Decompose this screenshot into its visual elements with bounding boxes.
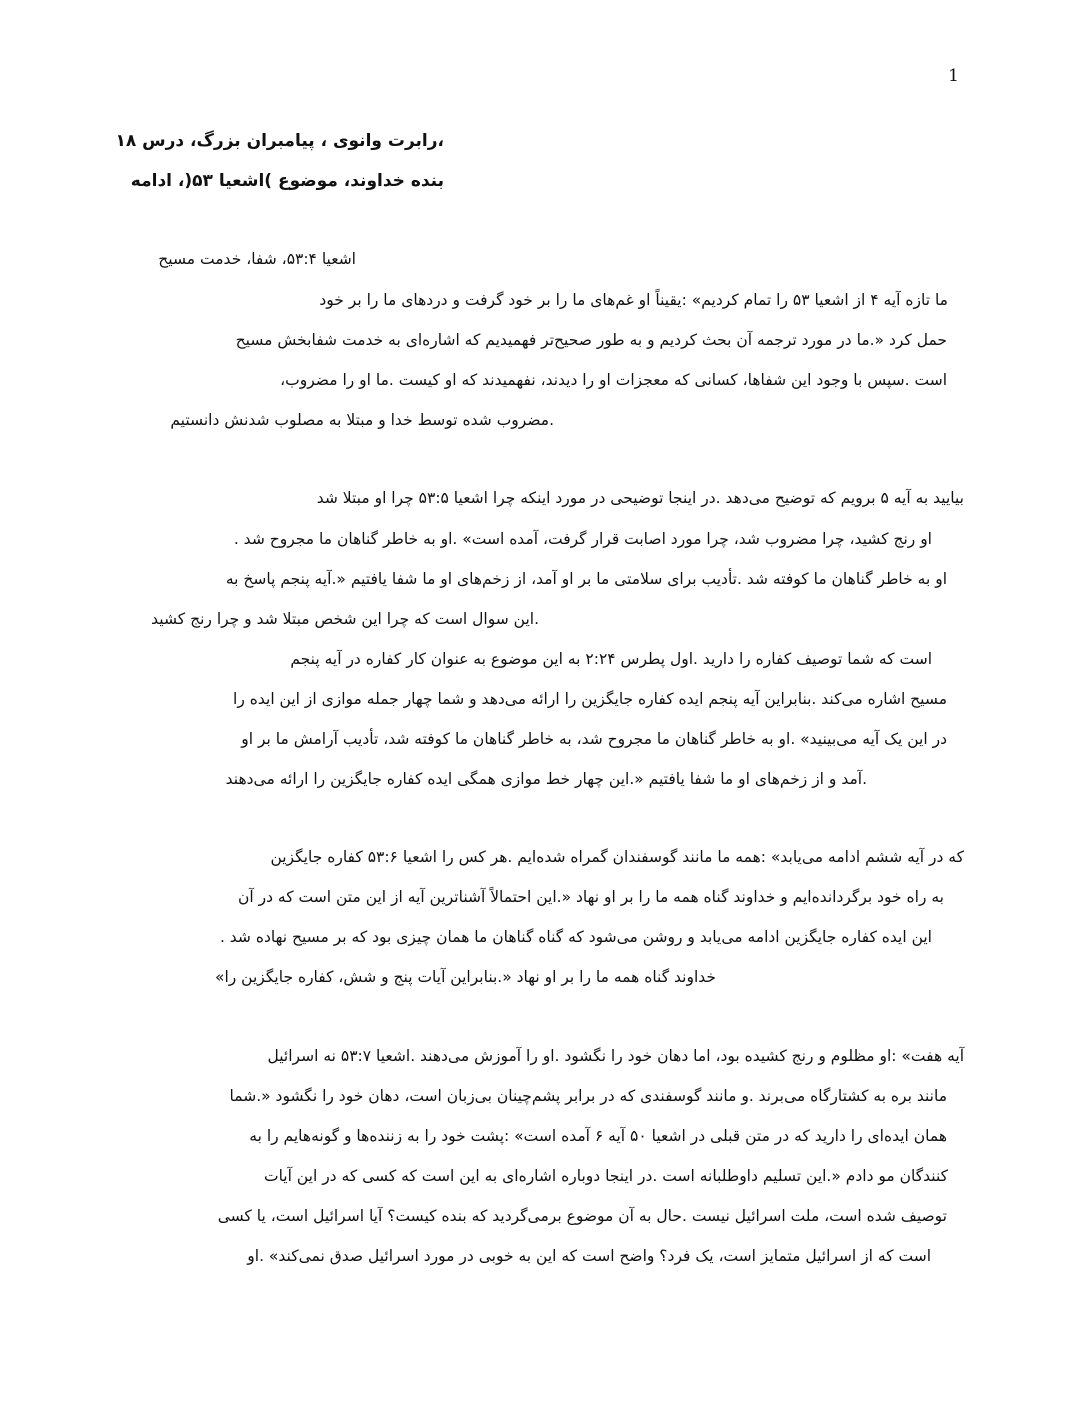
title-line-1: ،رابرت وانوی ، پیامبران بزرگ، درس ۱۸ — [115, 131, 444, 151]
paragraph-5-line-1: آیه هفت» :او مظلوم و رنج کشیده بود، اما دهان خود را نگشود .او را آموزش می‌دهند .اشعیا ۵۳:۷ نه اسرائیل — [267, 1047, 964, 1065]
paragraph-5-line-5: توصیف شده است، ملت اسرائیل نیست .حال به آن موضوع برمی‌گردید که بنده کیست؟ آیا اسرائیل است، یا کسی — [217, 1207, 947, 1225]
paragraph-4-line-3: این ایده کفاره جایگزین ادامه می‌یابد و روشن می‌شود که گناه گناهان ما همان چیزی بود که بر مسیح نهاده شد . — [219, 928, 932, 946]
paragraph-1-line-1: ما تازه آیه ۴ از اشعیا ۵۳ را تمام کردیم» :یقیناً او غم‌های ما را بر خود گرفت و دردهای ما را بر خود — [319, 291, 948, 309]
paragraph-5-line-4: کنندگان مو دادم «.این تسلیم داوطلبانه است .در اینجا دوباره اشاره‌ای به این است که کسی که در این آیات — [263, 1167, 948, 1185]
paragraph-3-line-3: در این یک آیه می‌بینید» .او به خاطر گناهان ما مجروح شد، به خاطر گناهان ما کوفته شد، تأدیب آرامش ما بر او — [241, 730, 947, 748]
paragraph-3-line-1: است که شما توصیف کفاره را دارید .اول پطرس ۲:۲۴ به این موضوع به عنوان کار کفاره در آیه پنجم — [290, 650, 932, 668]
page-number: 1 — [948, 66, 959, 86]
paragraph-3-line-2: مسیح اشاره می‌کند .بنابراین آیه پنجم ایده کفاره جایگزین را ارائه می‌دهد و شما چهار جمله موازی از این ایده را — [233, 690, 947, 708]
paragraph-2-line-4: .این سوال است که چرا این شخص مبتلا شد و چرا رنج کشید — [151, 610, 539, 628]
paragraph-5-line-2: مانند بره به کشتارگاه می‌برند .و مانند گوسفندی که در برابر پشم‌چینان بی‌زبان است، دهان خود را نگشود «.شما — [229, 1087, 947, 1105]
paragraph-2-line-3: او به خاطر گناهان ما کوفته شد .تأدیب برای سلامتی ما بر او آمد، از زخم‌های او ما شفا یافتیم «.آیه پنجم پاسخ به — [225, 570, 947, 588]
paragraph-1-line-4: .مضروب شده توسط خدا و مبتلا به مصلوب شدنش دانستیم — [170, 411, 554, 429]
section-heading: اشعیا ۵۳:۴، شفا، خدمت مسیح — [158, 250, 356, 268]
paragraph-4-line-1: که در آیه ششم ادامه می‌یابد» :همه ما مانند گوسفندان گمراه شده‌ایم .هر کس را اشعیا ۵۳:۶ کفاره جایگزین — [270, 848, 964, 866]
paragraph-1-line-2: حمل کرد «.ما در مورد ترجمه آن بحث کردیم و به طور صحیح‌تر فهمیدیم که اشاره‌ای به خدمت شفابخش مسیح — [235, 331, 947, 349]
paragraph-5-line-3: همان ایده‌ای را دارید که در متن قبلی در اشعیا ۵۰ آیه ۶ آمده است» :پشت خود را به زننده‌ها و گونه‌هایم را به — [249, 1127, 947, 1145]
paragraph-1-line-3: است .سپس با وجود این شفاها، کسانی که معجزات او را دیدند، نفهمیدند که او کیست .ما او را مضروب، — [280, 371, 947, 389]
paragraph-4-line-2: به راه خود برگردانده‌ایم و خداوند گناه همه ما را بر او نهاد «.این احتمالاً آشناترین آیه از این متن است که در آن — [238, 888, 944, 906]
paragraph-2-line-2: او رنج کشید، چرا مضروب شد، چرا مورد اصابت قرار گرفت، آمده است» .او به خاطر گناهان ما مجروح شد . — [233, 530, 932, 548]
paragraph-3-line-4: .آمد و از زخم‌های او ما شفا یافتیم «.این چهار خط موازی همگی ایده کفاره جایگزین را ارائه می‌دهند — [225, 770, 867, 788]
paragraph-2-line-1: بیایید به آیه ۵ برویم که توضیح می‌دهد .در اینجا توضیحی در مورد اینکه چرا اشعیا ۵۳:۵ چرا او مبتلا شد — [316, 489, 964, 507]
paragraph-5-line-6: است که از اسرائیل متمایز است، یک فرد؟ واضح است که این به خوبی در مورد اسرائیل صدق نمی‌کند» .او — [247, 1247, 931, 1265]
title-line-2: بنده خداوند، موضوع )اشعیا ۵۳(، ادامه — [130, 171, 444, 191]
paragraph-4-line-4: خداوند گناه همه ما را بر او نهاد «.بنابراین آیات پنج و شش، کفاره جایگزین را» — [214, 968, 716, 986]
